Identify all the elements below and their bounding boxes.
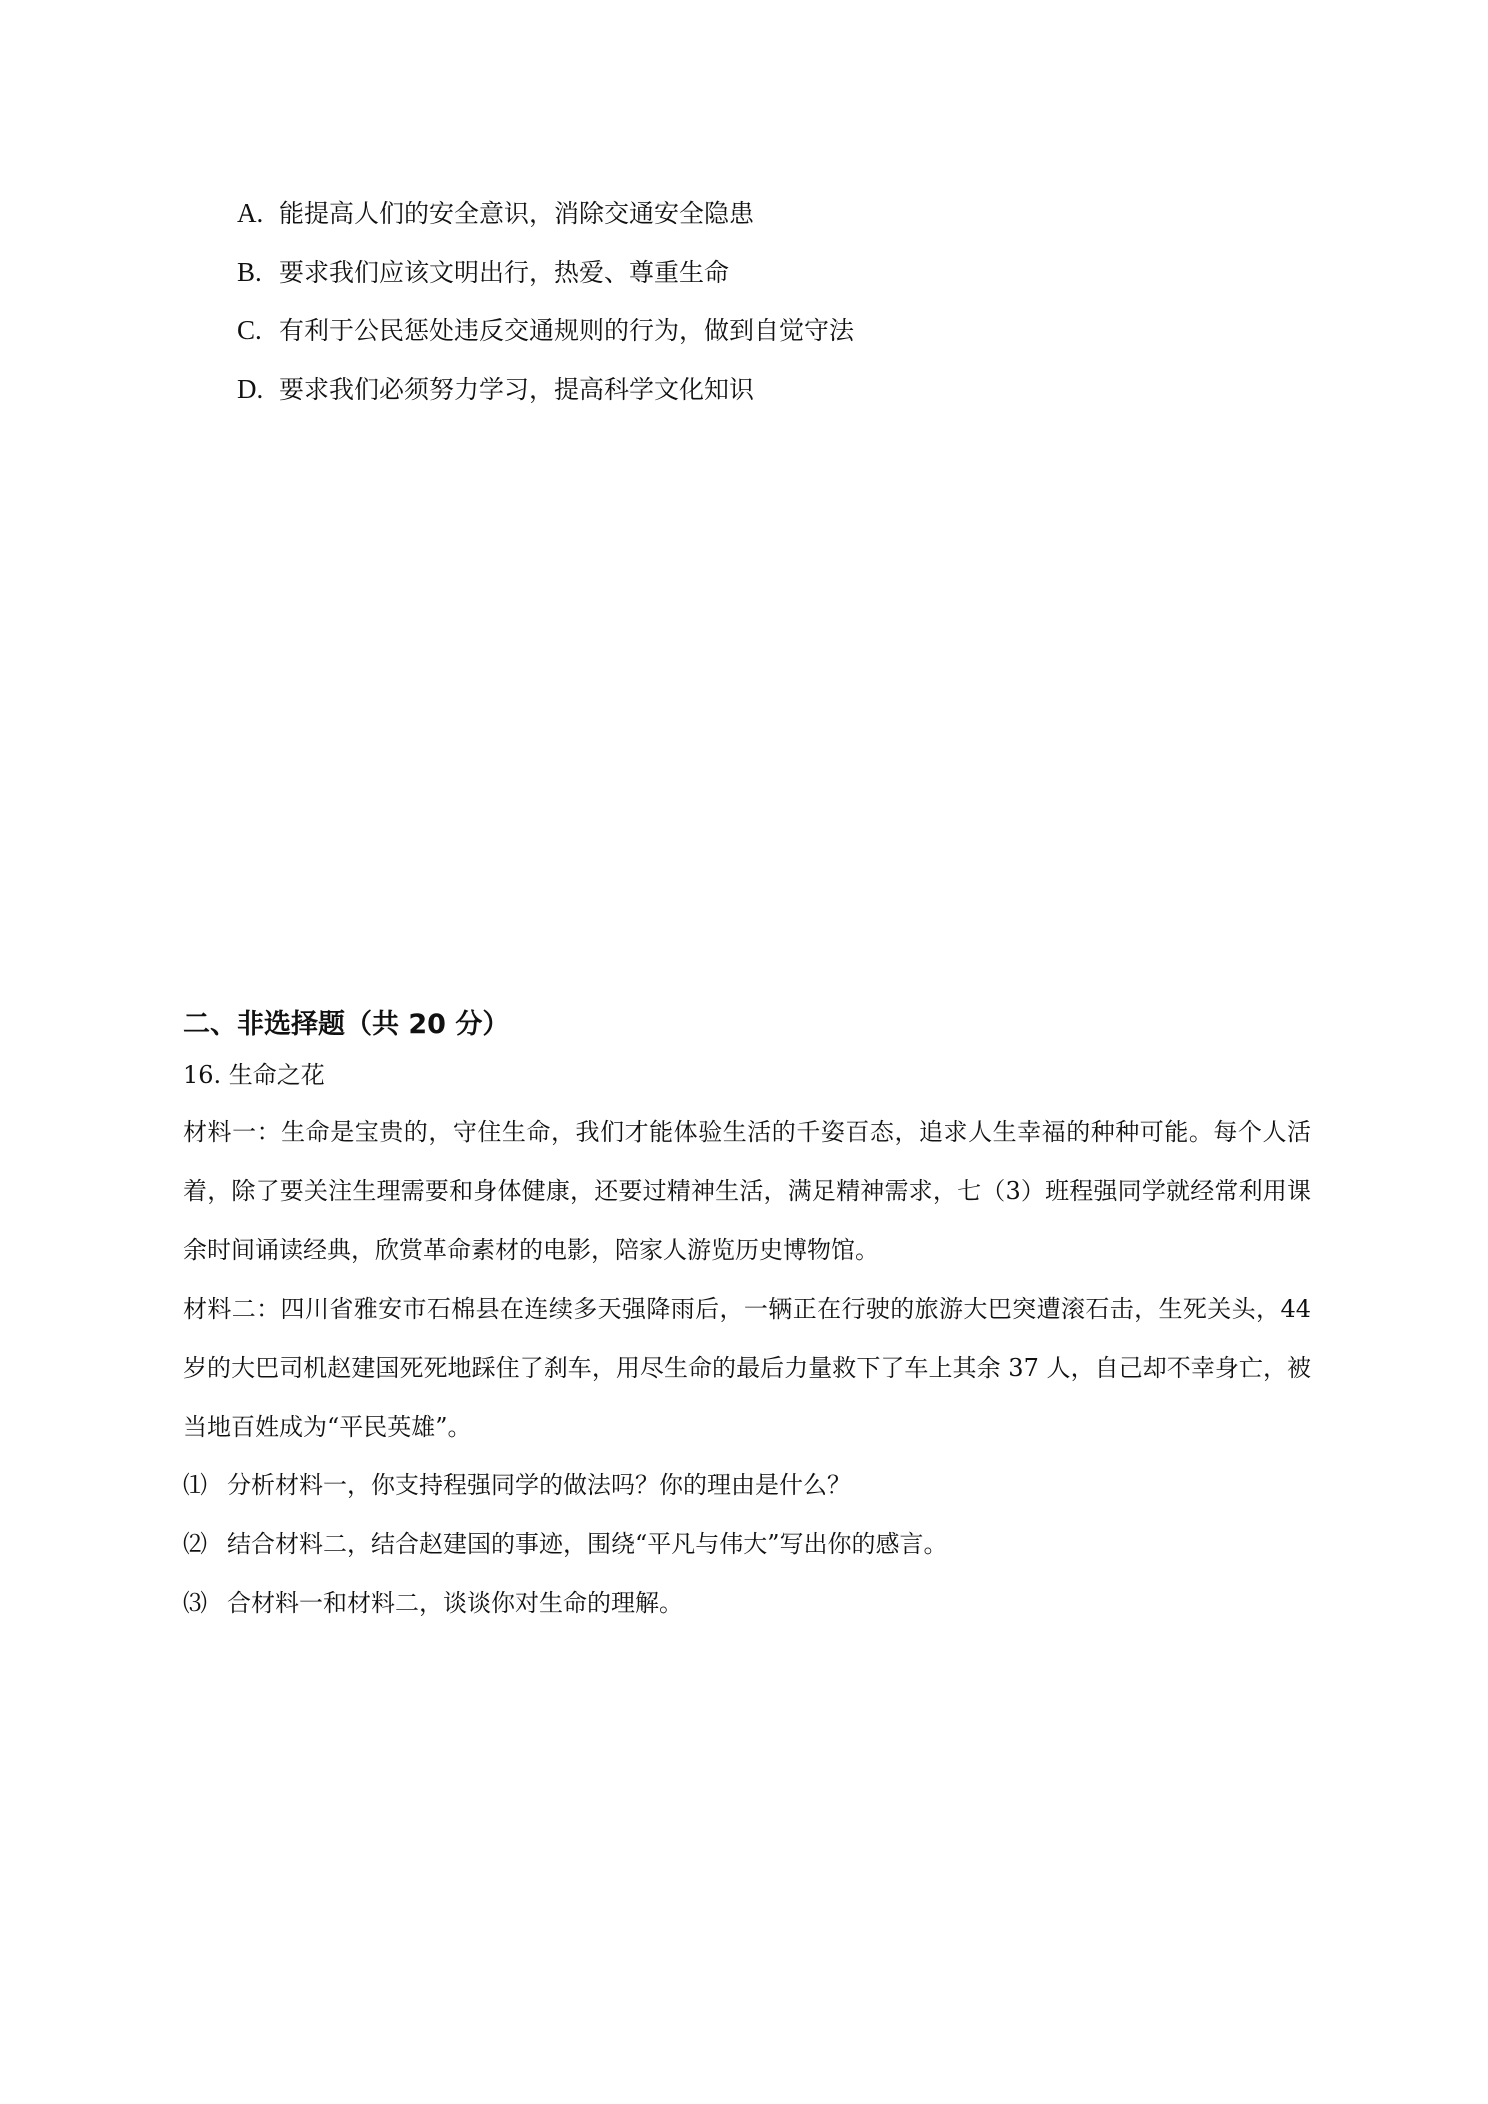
option-letter: B. <box>237 257 262 287</box>
sub-question-number: ⑶ <box>183 1591 207 1617</box>
option-c <box>237 313 854 348</box>
sub-question-1 <box>183 1469 851 1502</box>
sub-question-number: ⑴ <box>183 1473 207 1499</box>
sub-question-text: 合材料一和材料二，谈谈你对生命的理解。 <box>227 1589 683 1617</box>
option-letter: D. <box>237 374 264 404</box>
sub-question-2 <box>183 1528 948 1561</box>
sub-question-3 <box>183 1587 683 1620</box>
option-text: 能提高人们的安全意识，消除交通安全隐患 <box>279 199 755 228</box>
option-text: 要求我们必须努力学习，提高科学文化知识 <box>279 375 755 404</box>
material-two: 材料二：四川省雅安市石棉县在连续多天强降雨后，一辆正在行驶的旅游大巴突遭滚石击，生死关头，44 岁的大巴司机赵建国死死地踩住了刹车，用尽生命的最后力量救下了车上其余 37 人，自己却不幸身亡，被当地百姓成为“平民英雄”。 <box>183 1295 1311 1441</box>
question-title: 16. 生命之花 <box>183 1061 325 1089</box>
option-a <box>237 196 754 231</box>
sub-question-number: ⑵ <box>183 1532 207 1558</box>
option-text: 有利于公民惩处违反交通规则的行为，做到自觉守法 <box>279 316 855 345</box>
option-b <box>237 255 729 290</box>
option-text: 要求我们应该文明出行，热爱、尊重生命 <box>279 258 730 287</box>
section-title: 二、非选择题（共 20 分） <box>183 1009 510 1040</box>
option-d <box>237 372 754 407</box>
option-letter: C. <box>237 315 262 345</box>
material-one: 材料一：生命是宝贵的，守住生命，我们才能体验生活的千姿百态，追求人生幸福的种种可能。每个人活着，除了要关注生理需要和身体健康，还要过精神生活，满足精神需求，七（3）班程强同学就经常利用课余时间诵读经典，欣赏革命素材的电影，陪家人游览历史博物馆。 <box>183 1118 1311 1264</box>
option-letter: A. <box>237 198 264 228</box>
sub-question-text: 分析材料一，你支持程强同学的做法吗？你的理由是什么？ <box>227 1471 851 1499</box>
sub-question-text: 结合材料二，结合赵建国的事迹，围绕“平凡与伟大”写出你的感言。 <box>227 1530 948 1558</box>
